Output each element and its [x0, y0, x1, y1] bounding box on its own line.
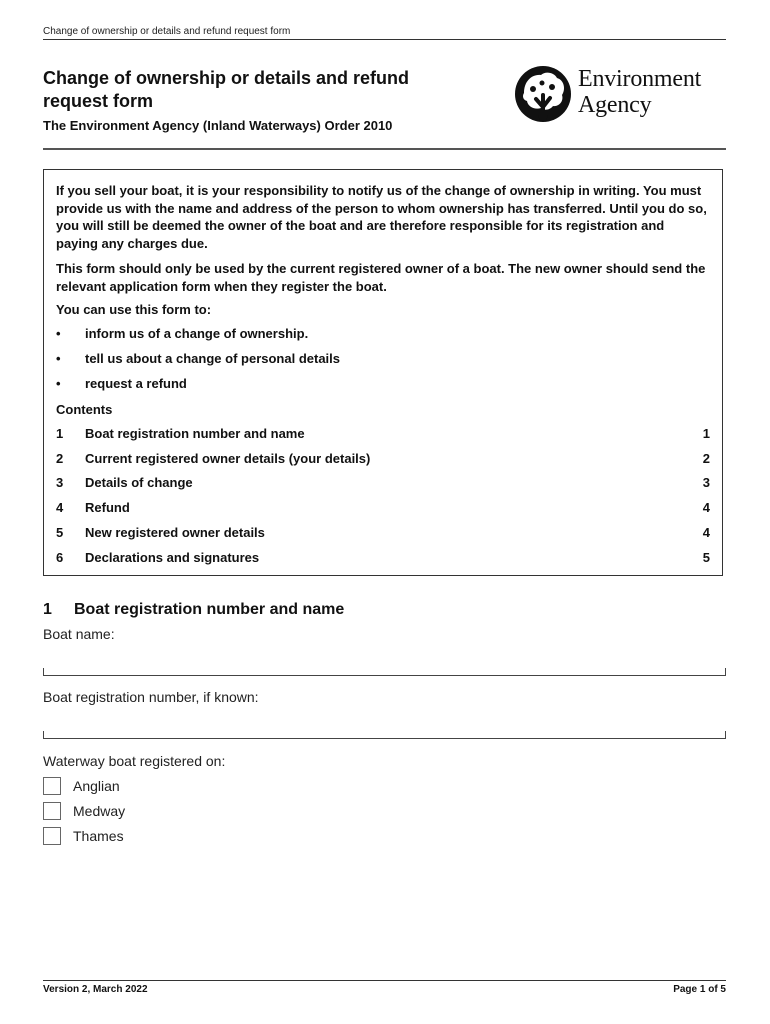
contents-page: 3 — [702, 475, 710, 490]
checkbox-label: Medway — [73, 803, 126, 819]
title-divider — [43, 148, 726, 150]
contents-page: 2 — [702, 451, 710, 466]
contents-row[interactable] — [56, 475, 710, 493]
contents-number: 1 — [56, 426, 64, 441]
intro-box — [43, 169, 723, 576]
bullet-icon: • — [56, 326, 61, 341]
list-item — [56, 326, 708, 344]
checkbox[interactable] — [43, 777, 61, 795]
list-item — [56, 351, 708, 369]
intro-paragraph-usage: This form should only be used by the current registered owner of a boat. The new owner should send the relevant application form when they register the boat. — [56, 261, 706, 294]
bullet-icon: • — [56, 351, 61, 366]
contents-label[interactable]: Refund — [85, 500, 130, 515]
bullet-text: request a refund — [85, 376, 187, 391]
contents-row[interactable] — [56, 451, 710, 469]
page-title: Change of ownership or details and refund request form — [43, 68, 410, 111]
logo-word-agency: Agency — [578, 92, 652, 118]
contents-heading: Contents — [56, 402, 113, 417]
running-header: Change of ownership or details and refund request form — [43, 26, 291, 37]
section-heading — [43, 601, 344, 619]
version-text: Version 2, March 2022 — [43, 984, 148, 995]
section-number: 1 — [43, 601, 52, 618]
boat-name-field[interactable] — [43, 668, 726, 676]
page-subtitle: The Environment Agency (Inland Waterways) Order 2010 — [43, 118, 393, 133]
checkbox[interactable] — [43, 802, 61, 820]
checkbox[interactable] — [43, 827, 61, 845]
contents-page: 5 — [702, 550, 710, 565]
checkbox-label: Anglian — [73, 778, 120, 794]
boat-registration-label: Boat registration number, if known: — [43, 689, 259, 705]
contents-row[interactable] — [56, 550, 710, 568]
list-item — [56, 376, 708, 394]
contents-label[interactable]: New registered owner details — [85, 525, 265, 540]
section-title: Boat registration number and name — [74, 601, 345, 618]
contents-label[interactable]: Current registered owner details (your details) — [85, 451, 371, 466]
footer-divider — [43, 980, 726, 981]
contents-page: 1 — [702, 426, 710, 441]
bullet-icon: • — [56, 376, 61, 391]
header-divider — [43, 39, 726, 40]
logo-word-environment: Environment — [578, 66, 702, 92]
checkbox-label: Thames — [73, 828, 124, 844]
page-number: Page 1 of 5 — [673, 984, 726, 995]
boat-name-label: Boat name: — [43, 626, 115, 642]
contents-label[interactable]: Details of change — [85, 475, 193, 490]
waterway-label: Waterway boat registered on: — [43, 753, 226, 769]
contents-label[interactable]: Declarations and signatures — [85, 550, 260, 565]
contents-row[interactable] — [56, 525, 710, 543]
bullet-text: tell us about a change of personal details — [85, 351, 340, 366]
oak-tree-logo-icon — [514, 65, 572, 123]
contents-number: 2 — [56, 451, 64, 466]
contents-row[interactable] — [56, 500, 710, 518]
contents-number: 3 — [56, 475, 64, 490]
contents-page: 4 — [702, 525, 710, 540]
contents-number: 6 — [56, 550, 64, 565]
contents-number: 5 — [56, 525, 64, 540]
uses-heading: You can use this form to: — [56, 302, 212, 317]
intro-paragraph-ownership: If you sell your boat, it is your responsibility to notify us of the change of ownership in writing. You must provide us with the name and address of the person to whom ownership has transferred. Until you do so, you will still be deemed the owner of the boat and are therefore responsible for its registration and paying any charges due. — [56, 183, 707, 251]
environment-agency-logo — [514, 62, 726, 124]
contents-row[interactable] — [56, 426, 710, 444]
boat-registration-field[interactable] — [43, 731, 726, 739]
contents-number: 4 — [56, 500, 64, 515]
bullet-text: inform us of a change of ownership. — [85, 326, 309, 341]
contents-page: 4 — [702, 500, 710, 515]
contents-label[interactable]: Boat registration number and name — [85, 426, 305, 441]
